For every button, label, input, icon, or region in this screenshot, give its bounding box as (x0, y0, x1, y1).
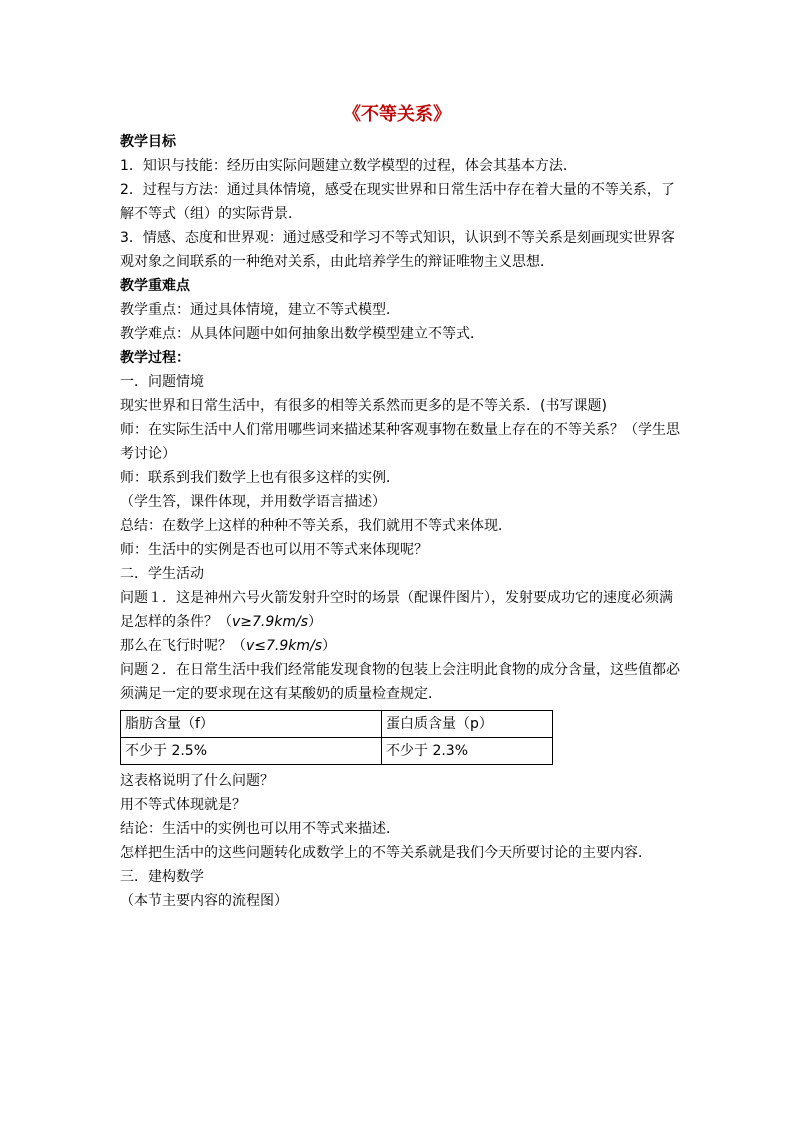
goal-item-2-line-1: 2．过程与方法：通过具体情境，感受在现实世界和日常生活中存在着大量的不等关系，了 (120, 182, 675, 198)
paragraph: 总结：在数学上这样的种种不等关系，我们就用不等式来体现． (120, 518, 512, 534)
question-1-line-1: 问题１．这是神州六号火箭发射升空时的场景（配课件图片），发射要成功它的速度必须满 (120, 590, 673, 606)
document-title: 《不等关系》 (343, 104, 451, 125)
table-cell: 不少于 2.5% (121, 738, 382, 765)
math-expression: v≥7.9km/s (232, 614, 309, 630)
document-body (120, 130, 680, 913)
paragraph: 怎样把生活中的这些问题转化成数学上的不等关系就是我们今天所要讨论的主要内容． (120, 845, 652, 861)
subsection-title-3: 三．建构数学 (120, 869, 204, 885)
quality-table (120, 710, 553, 765)
table-header-cell: 蛋白质含量（p） (382, 711, 553, 738)
paragraph: 师：生活中的实例是否也可以用不等式来体现呢？ (120, 542, 428, 558)
goal-item-1: 1．知识与技能：经历由实际问题建立数学模型的过程，体会其基本方法． (120, 158, 577, 174)
goal-item-2-line-2: 解不等式（组）的实际背景． (120, 206, 302, 222)
paragraph: （本节主要内容的流程图） (120, 893, 288, 909)
section-heading-keypoints: 教学重难点 (120, 278, 190, 294)
math-expression: v≤7.9km/s (246, 638, 323, 654)
question-2-line-1: 问题２．在日常生活中我们经常能发现食物的包装上会注明此食物的成分含量，这些值都必 (120, 662, 680, 678)
paragraph: 用不等式体现就是？ (120, 797, 246, 813)
paragraph: 这表格说明了什么问题？ (120, 773, 274, 789)
close-paren: ） (308, 614, 323, 630)
subsection-title-1: 一．问题情境 (120, 374, 204, 390)
paragraph: 师：联系到我们数学上也有很多这样的实例． (120, 470, 400, 486)
table-cell: 不少于 2.3% (382, 738, 553, 765)
table-row (121, 738, 553, 765)
subsection-title-2: 二．学生活动 (120, 566, 204, 582)
paragraph: 师：在实际生活中人们常用哪些词来描述某种客观事物在数量上存在的不等关系？（学生思 (120, 422, 680, 438)
question-1-line-2 (120, 610, 680, 634)
paragraph: （学生答，课件体现，并用数学语言描述） (120, 494, 386, 510)
question-1-line-3 (120, 634, 680, 658)
key-point: 教学重点：通过具体情境，建立不等式模型． (120, 302, 400, 318)
section-heading-process: 教学过程： (120, 350, 190, 366)
section-heading-goals: 教学目标 (120, 134, 176, 150)
difficult-point: 教学难点：从具体问题中如何抽象出数学模型建立不等式． (120, 326, 484, 342)
question-text: 足怎样的条件？（ (120, 614, 232, 630)
close-paren: ） (322, 638, 337, 654)
paragraph: 考讨论） (120, 446, 176, 462)
paragraph: 现实世界和日常生活中，有很多的相等关系然而更多的是不等关系．(书写课题) (120, 398, 607, 414)
question-text: 那么在飞行时呢？（ (120, 638, 246, 654)
table-row (121, 711, 553, 738)
table-header-cell: 脂肪含量（f） (121, 711, 382, 738)
goal-item-3-line-2: 观对象之间联系的一种绝对关系，由此培养学生的辩证唯物主义思想． (120, 254, 554, 270)
question-2-line-2: 须满足一定的要求现在这有某酸奶的质量检查规定． (120, 686, 442, 702)
goal-item-3-line-1: 3．情感、态度和世界观：通过感受和学习不等式知识，认识到不等关系是刻画现实世界客 (120, 230, 675, 246)
paragraph: 结论：生活中的实例也可以用不等式来描述． (120, 821, 400, 837)
